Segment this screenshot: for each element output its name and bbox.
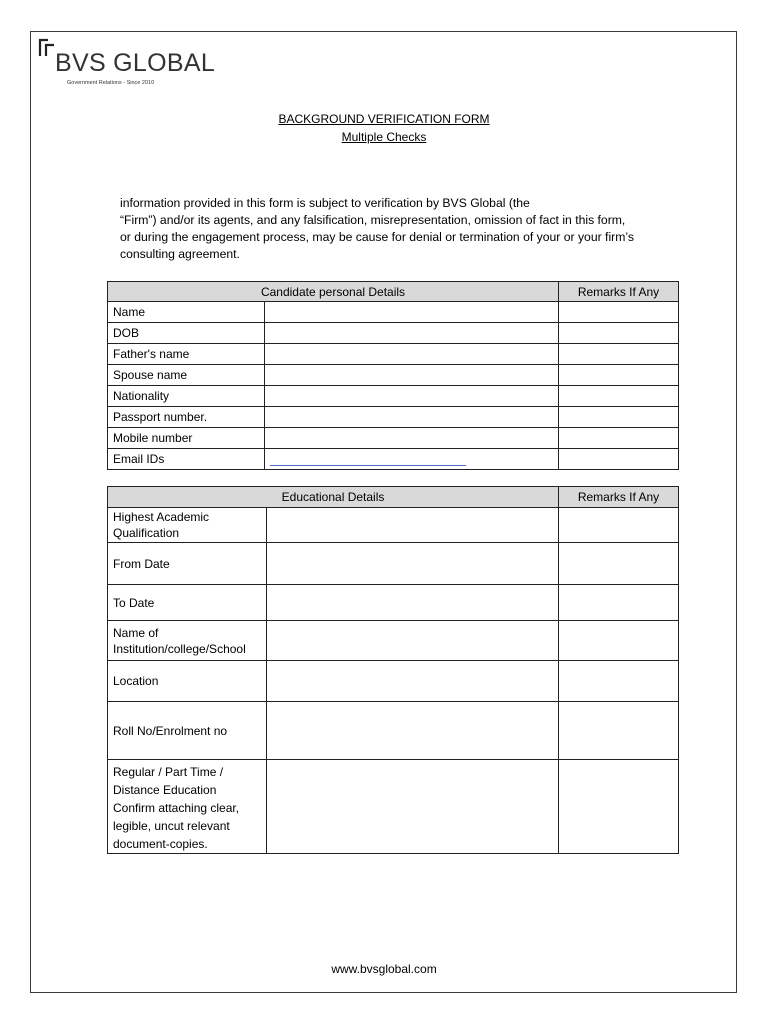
table-row bbox=[108, 508, 679, 543]
educational-details-table bbox=[107, 486, 679, 854]
row-label-education-mode-cell bbox=[108, 760, 267, 854]
row-label-spouse-name: Spouse name bbox=[108, 365, 265, 386]
table-row bbox=[108, 386, 679, 407]
remarks-header: Remarks If Any bbox=[559, 487, 679, 508]
table-row bbox=[108, 449, 679, 470]
remarks-field[interactable] bbox=[559, 428, 679, 449]
row-label-fathers-name: Father's name bbox=[108, 344, 265, 365]
email-underline bbox=[270, 465, 466, 466]
row-label-roll-no: Roll No/Enrolment no bbox=[108, 702, 267, 760]
dob-field[interactable] bbox=[265, 323, 559, 344]
row-label-to-date: To Date bbox=[108, 585, 267, 621]
table-row bbox=[108, 621, 679, 661]
institution-name-field[interactable] bbox=[267, 621, 559, 661]
intro-line: information provided in this form is subject to verification by BVS Global (the bbox=[120, 196, 530, 210]
remarks-header: Remarks If Any bbox=[559, 282, 679, 302]
personal-details-header: Candidate personal Details bbox=[108, 282, 559, 302]
table-row bbox=[108, 428, 679, 449]
personal-details-table bbox=[107, 281, 679, 470]
row-label-dob: DOB bbox=[108, 323, 265, 344]
remarks-field[interactable] bbox=[559, 302, 679, 323]
remarks-field[interactable] bbox=[559, 760, 679, 854]
education-mode-field[interactable] bbox=[267, 760, 559, 854]
row-label-from-date: From Date bbox=[108, 543, 267, 585]
remarks-field[interactable] bbox=[559, 386, 679, 407]
table-row bbox=[108, 543, 679, 585]
nationality-field[interactable] bbox=[265, 386, 559, 407]
educational-details-header: Educational Details bbox=[108, 487, 559, 508]
intro-paragraph bbox=[120, 195, 665, 263]
remarks-field[interactable] bbox=[559, 365, 679, 386]
fathers-name-field[interactable] bbox=[265, 344, 559, 365]
intro-line: “Firm”) and/or its agents, and any falsification, misrepresentation, omission of fact in this form, bbox=[120, 213, 626, 227]
row-label-mobile-number: Mobile number bbox=[108, 428, 265, 449]
remarks-field[interactable] bbox=[559, 344, 679, 365]
row-label-name: Name bbox=[108, 302, 265, 323]
remarks-field[interactable] bbox=[559, 323, 679, 344]
footer-website[interactable]: www.bvsglobal.com bbox=[331, 962, 437, 976]
form-title: BACKGROUND VERIFICATION FORM bbox=[278, 112, 490, 126]
remarks-field[interactable] bbox=[559, 702, 679, 760]
table-row bbox=[108, 702, 679, 760]
row-label-institution-name: Name of Institution/college/School bbox=[108, 621, 267, 661]
remarks-field[interactable] bbox=[559, 508, 679, 543]
remarks-field[interactable] bbox=[559, 585, 679, 621]
form-subtitle: Multiple Checks bbox=[341, 130, 427, 144]
row-label-education-mode: Regular / Part Time / Distance Education bbox=[113, 765, 224, 797]
remarks-field[interactable] bbox=[559, 449, 679, 470]
table-row bbox=[108, 585, 679, 621]
highest-qualification-field[interactable] bbox=[267, 508, 559, 543]
logo-tagline: Government Relations - Since 2010 bbox=[67, 80, 155, 86]
remarks-field[interactable] bbox=[559, 407, 679, 428]
row-label-location: Location bbox=[108, 661, 267, 702]
table-row bbox=[108, 407, 679, 428]
email-ids-field[interactable] bbox=[265, 449, 559, 470]
row-label-highest-qualification: Highest Academic Qualification bbox=[108, 508, 267, 543]
remarks-field[interactable] bbox=[559, 661, 679, 702]
table-row bbox=[108, 365, 679, 386]
row-label-email-ids: Email IDs bbox=[108, 449, 265, 470]
logo-name: BVS GLOBAL bbox=[55, 49, 216, 77]
table-row bbox=[108, 344, 679, 365]
table-row bbox=[108, 760, 679, 854]
attachment-note: Confirm attaching clear, legible, uncut relevant document-copies. bbox=[113, 801, 240, 851]
remarks-field[interactable] bbox=[559, 621, 679, 661]
to-date-field[interactable] bbox=[267, 585, 559, 621]
intro-line: or during the engagement process, may be cause for denial or termination of your or your firm’s bbox=[120, 230, 634, 244]
intro-line: consulting agreement. bbox=[120, 247, 240, 261]
table-row bbox=[108, 661, 679, 702]
remarks-field[interactable] bbox=[559, 543, 679, 585]
row-label-passport-number: Passport number. bbox=[108, 407, 265, 428]
location-field[interactable] bbox=[267, 661, 559, 702]
from-date-field[interactable] bbox=[267, 543, 559, 585]
roll-no-field[interactable] bbox=[267, 702, 559, 760]
table-row bbox=[108, 323, 679, 344]
row-label-nationality: Nationality bbox=[108, 386, 265, 407]
table-row bbox=[108, 302, 679, 323]
mobile-number-field[interactable] bbox=[265, 428, 559, 449]
name-field[interactable] bbox=[265, 302, 559, 323]
spouse-name-field[interactable] bbox=[265, 365, 559, 386]
passport-number-field[interactable] bbox=[265, 407, 559, 428]
